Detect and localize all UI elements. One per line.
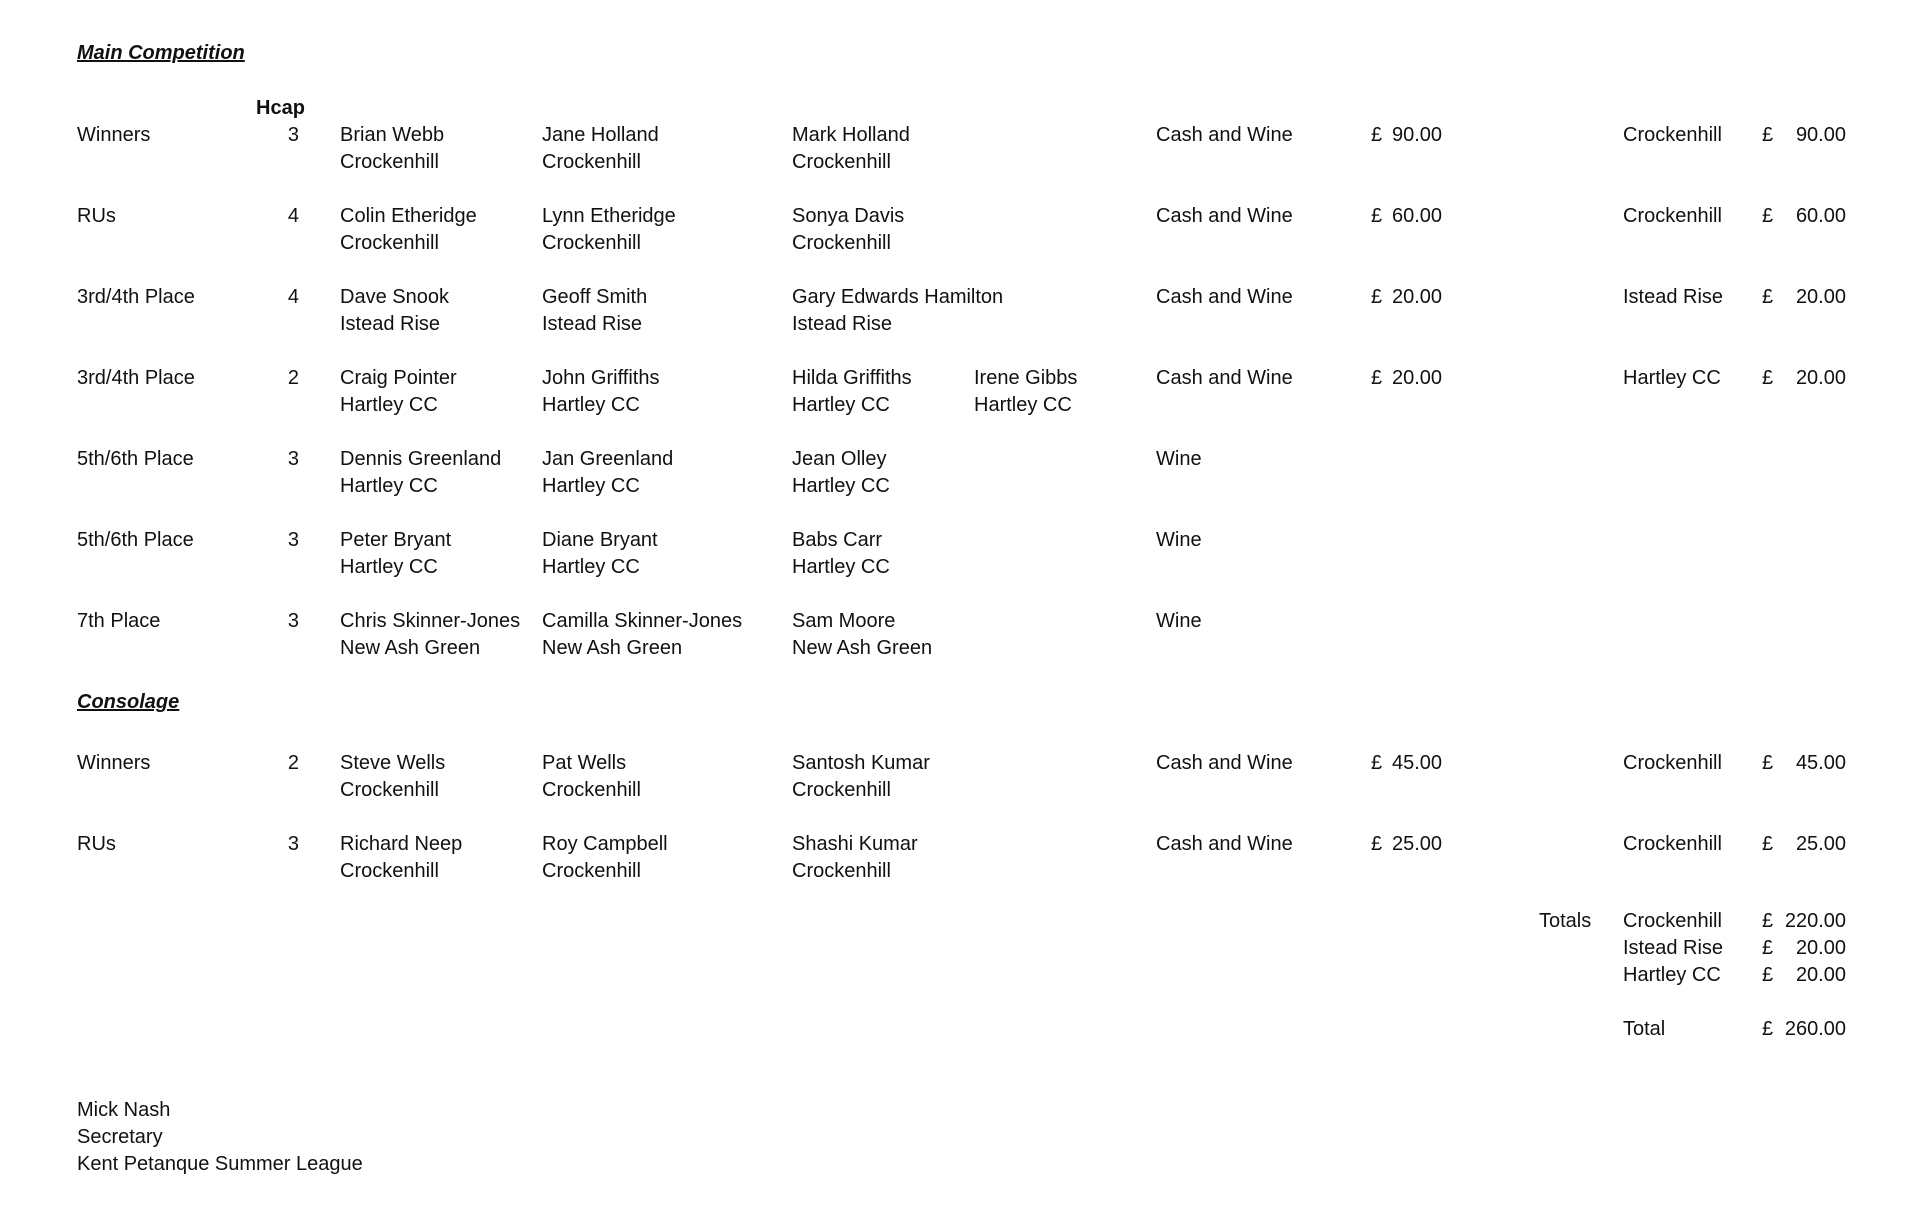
summary-currency: £ xyxy=(1762,752,1774,774)
prize-currency: £ xyxy=(1371,205,1383,227)
summary-club: Istead Rise xyxy=(1623,286,1724,308)
player-club: New Ash Green xyxy=(542,637,683,659)
player-club: Istead Rise xyxy=(542,313,643,335)
prize-type: Cash and Wine xyxy=(1156,367,1293,389)
handicap-value: 2 xyxy=(287,367,299,389)
place-label: 5th/6th Place xyxy=(77,529,194,551)
player-club: Hartley CC xyxy=(340,475,438,497)
player-club: Hartley CC xyxy=(792,475,890,497)
place-label: 3rd/4th Place xyxy=(77,367,195,389)
player-name: Craig Pointer xyxy=(340,367,457,389)
player-name: Pat Wells xyxy=(542,752,627,774)
grand-total-amount: 260.00 xyxy=(1784,1018,1846,1040)
player-club: Hartley CC xyxy=(542,394,640,416)
prize-currency: £ xyxy=(1371,124,1383,146)
summary-currency: £ xyxy=(1762,833,1774,855)
player-name: Roy Campbell xyxy=(542,833,668,855)
player-club: Hartley CC xyxy=(542,556,640,578)
handicap-value: 3 xyxy=(287,529,299,551)
total-currency: £ xyxy=(1762,910,1774,932)
player-name: Chris Skinner-Jones xyxy=(340,610,521,632)
prize-amount: 60.00 xyxy=(1392,205,1443,227)
player-name: Dave Snook xyxy=(340,286,449,308)
summary-currency: £ xyxy=(1762,367,1774,389)
handicap-value: 4 xyxy=(287,286,299,308)
player-name: Babs Carr xyxy=(792,529,883,551)
summary-currency: £ xyxy=(1762,205,1774,227)
player-name: Jane Holland xyxy=(542,124,659,146)
prize-amount: 25.00 xyxy=(1392,833,1443,855)
place-label: Winners xyxy=(77,124,151,146)
player-name: Geoff Smith xyxy=(542,286,648,308)
player-club: Crockenhill xyxy=(792,232,891,254)
prize-currency: £ xyxy=(1371,833,1383,855)
player-name: Hilda Griffiths xyxy=(792,367,912,389)
prize-type: Cash and Wine xyxy=(1156,124,1293,146)
prize-type: Wine xyxy=(1156,529,1202,551)
total-club-crockenhill: Crockenhill xyxy=(1623,910,1722,932)
total-currency: £ xyxy=(1762,937,1774,959)
summary-amount: 25.00 xyxy=(1795,833,1846,855)
handicap-value: 3 xyxy=(287,610,299,632)
signatory-organisation: Kent Petanque Summer League xyxy=(77,1153,363,1175)
summary-club: Hartley CC xyxy=(1623,367,1721,389)
handicap-value: 3 xyxy=(287,124,299,146)
prize-amount: 20.00 xyxy=(1392,286,1443,308)
prize-type: Wine xyxy=(1156,610,1202,632)
player-club: Crockenhill xyxy=(340,151,439,173)
handicap-value: 2 xyxy=(287,752,299,774)
summary-club: Crockenhill xyxy=(1623,205,1722,227)
place-label: 7th Place xyxy=(77,610,161,632)
signatory-role: Secretary xyxy=(77,1126,163,1148)
place-label: 3rd/4th Place xyxy=(77,286,195,308)
summary-amount: 90.00 xyxy=(1795,124,1846,146)
player-name: Diane Bryant xyxy=(542,529,658,551)
grand-total-label: Total xyxy=(1623,1018,1666,1040)
player-name: Peter Bryant xyxy=(340,529,452,551)
consolage-heading: Consolage xyxy=(77,691,180,713)
player-club: Hartley CC xyxy=(974,394,1072,416)
player-name: Irene Gibbs xyxy=(974,367,1078,389)
total-amount-istead-rise: 20.00 xyxy=(1795,937,1846,959)
summary-currency: £ xyxy=(1762,286,1774,308)
player-name: Santosh Kumar xyxy=(792,752,930,774)
total-currency: £ xyxy=(1762,964,1774,986)
player-club: Hartley CC xyxy=(792,394,890,416)
player-club: Crockenhill xyxy=(340,860,439,882)
total-amount-hartley-cc: 20.00 xyxy=(1795,964,1846,986)
prize-currency: £ xyxy=(1371,752,1383,774)
summary-currency: £ xyxy=(1762,124,1774,146)
player-name: Jean Olley xyxy=(792,448,887,470)
summary-amount: 60.00 xyxy=(1795,205,1846,227)
player-name: Sam Moore xyxy=(792,610,896,632)
player-club: Hartley CC xyxy=(340,394,438,416)
handicap-value: 3 xyxy=(287,448,299,470)
player-club: Hartley CC xyxy=(340,556,438,578)
summary-club: Crockenhill xyxy=(1623,124,1722,146)
summary-club: Crockenhill xyxy=(1623,752,1722,774)
place-label: Winners xyxy=(77,752,151,774)
summary-amount: 20.00 xyxy=(1795,286,1846,308)
player-name: Gary Edwards Hamilton xyxy=(792,286,1004,308)
player-club: Crockenhill xyxy=(542,860,641,882)
summary-club: Crockenhill xyxy=(1623,833,1722,855)
player-name: Dennis Greenland xyxy=(340,448,502,470)
player-club: Crockenhill xyxy=(542,151,641,173)
prize-type: Cash and Wine xyxy=(1156,286,1293,308)
place-label: 5th/6th Place xyxy=(77,448,194,470)
prize-type: Wine xyxy=(1156,448,1202,470)
hcap-column-header: Hcap xyxy=(256,97,305,119)
player-name: Richard Neep xyxy=(340,833,463,855)
player-name: Steve Wells xyxy=(340,752,446,774)
handicap-value: 4 xyxy=(287,205,299,227)
player-club: Crockenhill xyxy=(792,779,891,801)
player-club: Crockenhill xyxy=(792,151,891,173)
player-club: New Ash Green xyxy=(340,637,481,659)
handicap-value: 3 xyxy=(287,833,299,855)
player-club: Istead Rise xyxy=(792,313,893,335)
player-name: Jan Greenland xyxy=(542,448,674,470)
player-name: Lynn Etheridge xyxy=(542,205,676,227)
player-club: Crockenhill xyxy=(340,232,439,254)
main-competition-heading: Main Competition xyxy=(77,42,245,64)
prize-amount: 45.00 xyxy=(1392,752,1443,774)
grand-total-currency: £ xyxy=(1762,1018,1774,1040)
player-club: Crockenhill xyxy=(792,860,891,882)
prize-currency: £ xyxy=(1371,286,1383,308)
player-club: Hartley CC xyxy=(792,556,890,578)
player-name: Brian Webb xyxy=(340,124,445,146)
totals-label: Totals xyxy=(1539,910,1592,932)
prize-type: Cash and Wine xyxy=(1156,205,1293,227)
player-club: Crockenhill xyxy=(542,232,641,254)
place-label: RUs xyxy=(77,205,116,227)
prize-amount: 90.00 xyxy=(1392,124,1443,146)
total-amount-crockenhill: 220.00 xyxy=(1784,910,1846,932)
prize-type: Cash and Wine xyxy=(1156,833,1293,855)
player-club: New Ash Green xyxy=(792,637,933,659)
player-club: Crockenhill xyxy=(542,779,641,801)
player-name: Colin Etheridge xyxy=(340,205,477,227)
summary-amount: 45.00 xyxy=(1795,752,1846,774)
total-club-istead-rise: Istead Rise xyxy=(1623,937,1724,959)
player-name: Camilla Skinner-Jones xyxy=(542,610,743,632)
signatory-name: Mick Nash xyxy=(77,1099,171,1121)
place-label: RUs xyxy=(77,833,116,855)
player-club: Crockenhill xyxy=(340,779,439,801)
player-name: Sonya Davis xyxy=(792,205,905,227)
player-club: Istead Rise xyxy=(340,313,441,335)
summary-amount: 20.00 xyxy=(1795,367,1846,389)
prize-amount: 20.00 xyxy=(1392,367,1443,389)
prize-type: Cash and Wine xyxy=(1156,752,1293,774)
player-name: John Griffiths xyxy=(542,367,660,389)
prize-currency: £ xyxy=(1371,367,1383,389)
player-name: Shashi Kumar xyxy=(792,833,918,855)
player-name: Mark Holland xyxy=(792,124,910,146)
total-club-hartley-cc: Hartley CC xyxy=(1623,964,1721,986)
player-club: Hartley CC xyxy=(542,475,640,497)
